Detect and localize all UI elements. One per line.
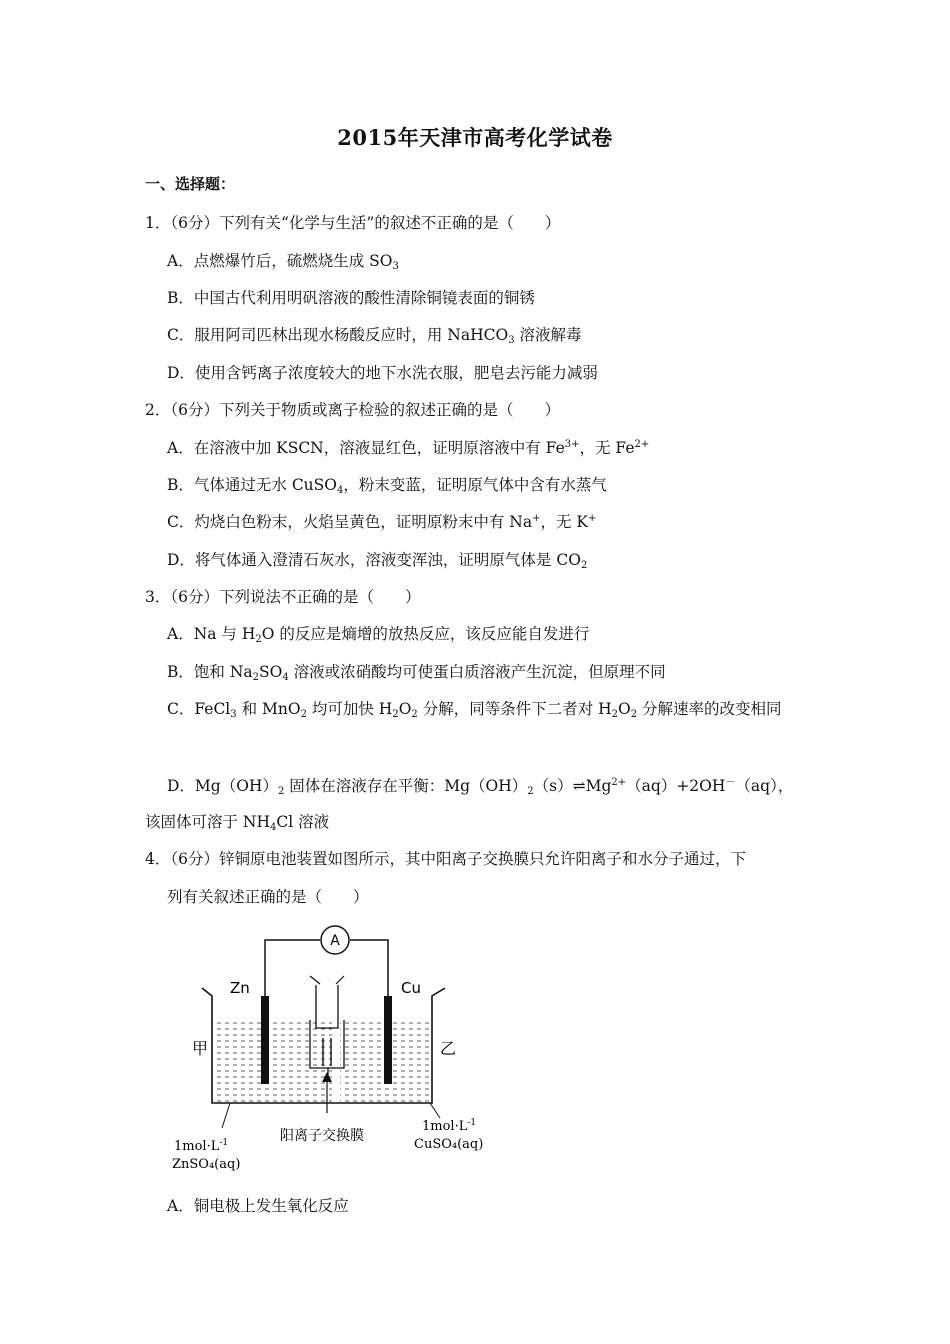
q1-option-a: A．点燃爆竹后，硫燃烧生成 $SO_3$ [167, 252, 399, 272]
q3-option-d-continued: 该固体可溶于 $NH_4Cl$ 溶液 [145, 813, 330, 833]
q1-option-b: B．中国古代利用明矾溶液的酸性清除铜镜表面的铜锈 [167, 289, 535, 307]
left-solution-fill [212, 1020, 332, 1103]
section-heading: 一、选择题： [145, 175, 236, 193]
right-concentration: $1mol\cdot L^{-1}$ [422, 1118, 477, 1134]
q3-option-c: C．FeCl$_3$ 和 MnO$_2$ 均可加快 $H_2O_2$ 分解，同等条件下二者对 $H_2O_2$ 分解速率的改变相同 [167, 700, 782, 720]
cu-electrode [384, 996, 392, 1084]
q2-stem: 2．（6分）下列关于物质或离子检验的叙述正确的是（ ） [145, 401, 560, 419]
q1-option-c: C．服用阿司匹林出现水杨酸反应时，用 NaHCO$_3$ 溶液解毒 [167, 326, 582, 346]
q1-option-d: D．使用含钙离子浓度较大的地下水洗衣服，肥皂去污能力减弱 [167, 364, 598, 382]
q3-option-a: A．Na 与 $H_2O$ 的反应是熵增的放热反应，该反应能自发进行 [167, 625, 590, 645]
q2-option-d: D．将气体通入澄清石灰水，溶液变浑浊，证明原气体是 $CO_2$ [167, 551, 588, 571]
left-concentration: $1mol\cdot L^{-1}$ [174, 1138, 229, 1154]
right-solution-label: CuSO₄(aq) [414, 1137, 484, 1152]
q3-option-d: D．$Mg(OH)_2$ 固体在溶液存在平衡：$Mg(OH)_2(s)\rightleftharpoons Mg^{2+}(aq)+2OH^-(aq)$， [167, 777, 794, 797]
galvanic-cell-diagram [160, 918, 520, 1188]
right-cell-label: 乙 [440, 1039, 457, 1058]
q2-option-b: B．气体通过无水 CuSO$_4$，粉末变蓝，证明原气体中含有水蒸气 [167, 476, 607, 496]
q2-option-c: C．灼烧白色粉末，火焰呈黄色，证明原粉末中有 Na+，无 K+ [167, 513, 597, 531]
left-solution-label: ZnSO₄(aq) [172, 1157, 241, 1172]
cu-label: Cu [401, 979, 421, 997]
q4-option-a: A．铜电极上发生氧化反应 [167, 1197, 349, 1215]
ammeter-label: A [330, 933, 340, 949]
left-cell-label: 甲 [192, 1039, 209, 1058]
q1-stem: 1．（6分）下列有关“化学与生活”的叙述不正确的是（ ） [145, 214, 561, 232]
q3-stem: 3．（6分）下列说法不正确的是（ ） [145, 588, 421, 606]
membrane-label: 阳离子交换膜 [280, 1128, 364, 1144]
zn-electrode [261, 996, 269, 1084]
q4-stem: 4．（6分）锌铜原电池装置如图所示，其中阳离子交换膜只允许阳离子和水分子通过，下 [145, 850, 746, 868]
q4-stem-continued: 列有关叙述正确的是（ ） [167, 888, 369, 906]
page-title: 2015年天津市高考化学试卷 [337, 125, 613, 150]
zn-label: Zn [230, 979, 250, 997]
wire [265, 940, 320, 996]
q3-option-b: B．饱和 $Na_2SO_4$ 溶液或浓硝酸均可使蛋白质溶液产生沉淀，但原理不同 [167, 663, 666, 683]
q2-option-a: A．在溶液中加 KSCN，溶液显红色，证明原溶液中有 $Fe^{3+}$，无 $Fe^{2+}$ [167, 439, 650, 457]
